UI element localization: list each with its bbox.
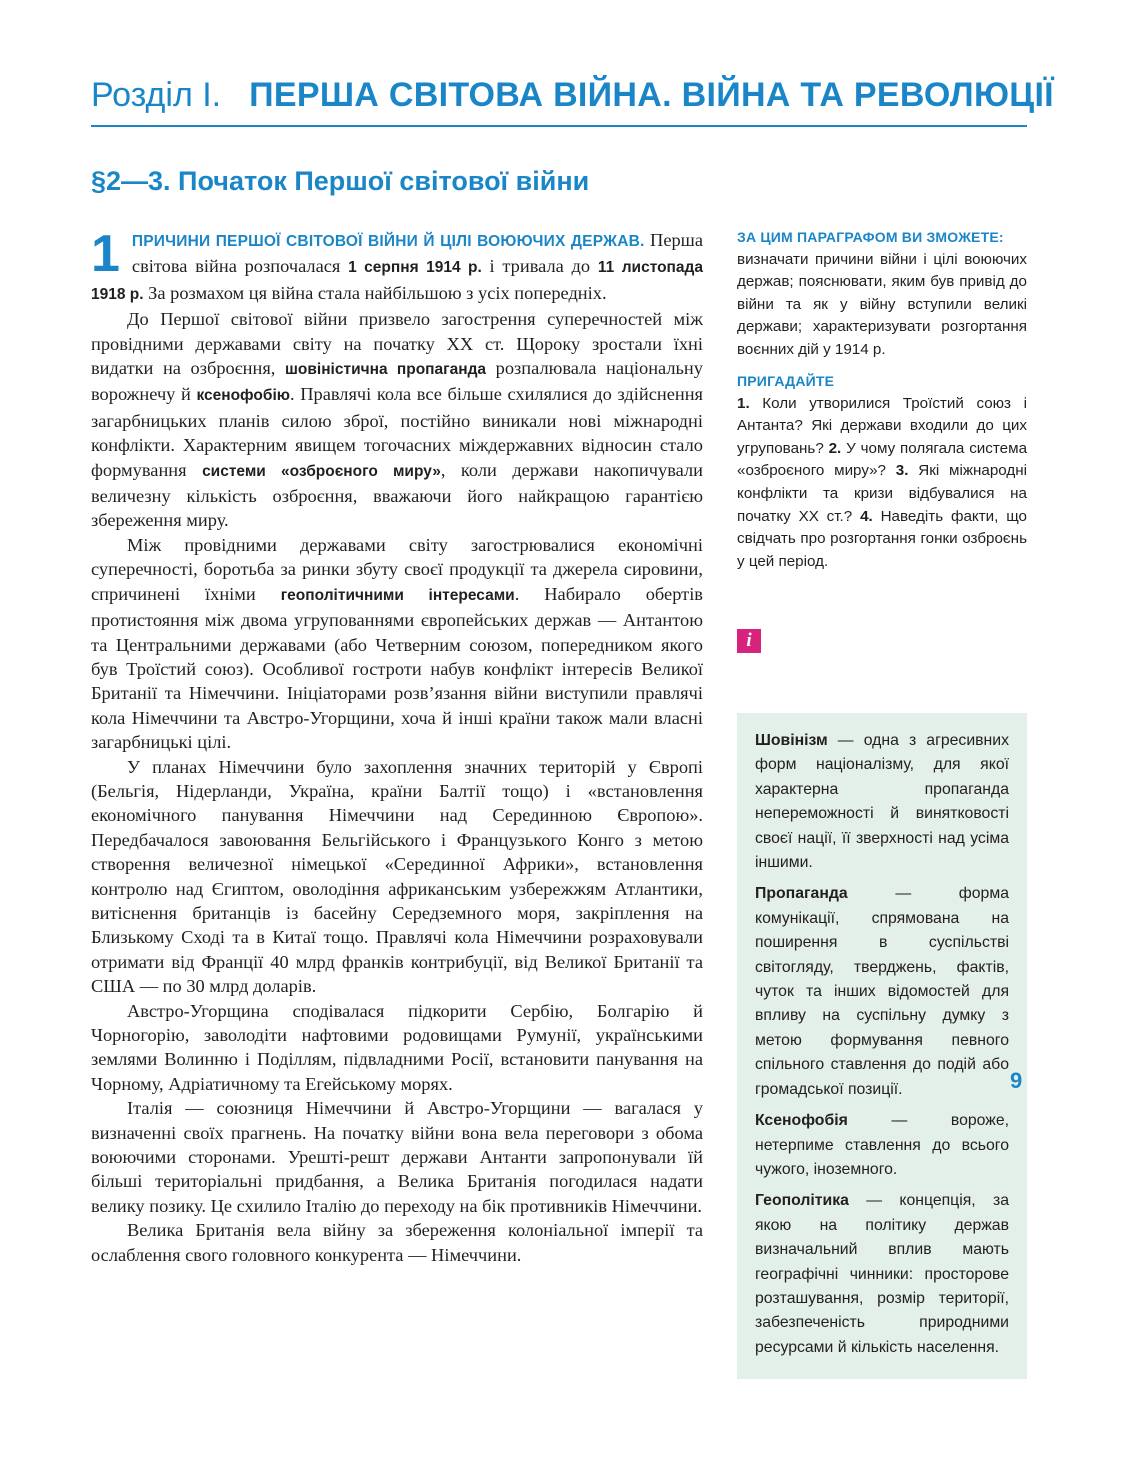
chapter-title: ПЕРША СВІТОВА ВІЙНА. ВІЙНА ТА РЕВОЛЮЦІЇ <box>249 76 1054 114</box>
page-number: 9 <box>1010 1068 1023 1093</box>
text-run: і тривала до <box>481 256 598 277</box>
glossary-entry <box>755 882 1009 1102</box>
term-geopolitical-interests: геополітичними інтересами <box>280 586 515 604</box>
glossary-definition: — концепція, за якою на політику держав визначальний вплив мають географічні чинники: просторове розташування, розмір території, забезпеченість природними ресурсами й кількість населення. <box>755 1192 1009 1356</box>
section-paragraph-5: Австро-Угорщина сподівалася підкорити Сербію, Болгарію й Чорногорію, заволодіти нафтовими родовищами Румунії, українськими землями Волинню і Поділлям, підвладними Росії, встановити панування на Чорному, Адріатичному та Егейському морях. <box>91 1000 703 1094</box>
section-paragraph-6: Італія — союзниця Німеччини й Австро-Угорщини — вагалася у визначенні своїх прагнень. На початку війни вона вела переговори з обома воюючими сторонами. Урешті-решт держави Антанти запропонували їй більші територіальні придбання, а Велика Британія погодилася надати велику позику. Це схилило Італію до переходу на бік противників Німеччини. <box>91 1098 703 1216</box>
text-run: . Набирало обертів протистояння між двома угрупованнями європейських держав — Антантою та Центральними державами (або Четверним союзом, попередником якого був Троїстий союз). Особливої гостроти набув конфлікт інтересів Великої Британії та Німеччини. Ініціаторами розв’язання війни виступили правлячі кола Німеччини та Австро-Угорщини, хоча й інші країни також мали власні загарбницькі цілі. <box>91 583 703 753</box>
glossary-term: Ксенофобія <box>755 1112 848 1130</box>
recall-box <box>737 370 1027 573</box>
glossary-term: Пропаганда <box>755 885 848 903</box>
glossary-entry <box>755 1109 1009 1182</box>
section-paragraph-2 <box>91 307 703 533</box>
info-icon: i <box>737 629 761 653</box>
section-number: 1 <box>91 225 120 283</box>
question-2: У чому полягала система «озброєного миру»? <box>737 439 1028 480</box>
question-3: Які міжнародні конфлікти та кризи відбувалися на початку ХХ ст.? <box>737 462 1028 525</box>
glossary-term: Геополітика <box>755 1192 849 1210</box>
goals-box <box>737 226 1027 362</box>
term-xenophobia: ксенофобію <box>196 387 291 405</box>
text-run: За розмахом ця війна стала найбільшою з усіх попередніх. <box>143 282 607 303</box>
section-heading: ПРИЧИНИ ПЕРШОЇ СВІТОВОЇ ВІЙНИ Й ЦІЛІ ВОЮЮЧИХ ДЕРЖАВ. <box>131 233 645 250</box>
section-paragraph-3 <box>91 533 703 755</box>
text-run: розпалювала національну ворожнечу й <box>91 358 703 405</box>
recall-questions <box>737 393 1027 574</box>
date-start: 1 серпня 1914 р. <box>348 259 482 277</box>
main-text <box>91 225 704 1267</box>
date-end: 11 листопада 1918 р. <box>91 259 703 303</box>
glossary-definition: — вороже, нетерпиме ставлення до всього чужого, іноземного. <box>755 1112 1009 1178</box>
text-run: , коли держави накопичували величезну кількість озброєння, вважаючи його найкращою гарантією збереження миру. <box>91 459 703 531</box>
glossary-definition: — форма комунікації, спрямована на поширення в суспільстві світогляду, тверджень, фактів, чуток та інших відомостей для впливу на суспільну думку з метою формування певного спільного ставлення до подій або громадської позиції. <box>755 885 1009 1098</box>
section-paragraph-1 <box>91 225 703 307</box>
question-number: 4. <box>860 507 873 525</box>
question-number: 3. <box>895 462 909 480</box>
question-number: 1. <box>737 394 750 412</box>
glossary-definition: — одна з агресивних форм націоналізму, для якої характерна пропаганда непереможності й винятковості своєї нації, її зверхності над усіма іншими. <box>755 732 1009 872</box>
glossary-entry <box>755 729 1009 875</box>
goals-heading: ЗА ЦИМ ПАРАГРАФОМ ВИ ЗМОЖЕТЕ: <box>737 229 1004 245</box>
question-1: Коли утворилися Троїстий союз і Антанта? Які держави входили до цих угруповань? <box>737 394 1027 457</box>
text-run: До Першої світової війни призвело загострення суперечностей між провідними державами світу на початку ХХ ст. Щороку зростали їхні видатки на озброєння, <box>91 309 703 379</box>
goals-text: визначати причини війни і цілі воюючих держав; пояснювати, яким був привід до війни та як у війну вступили великі держави; характеризувати розгортання воєнних дій у 1914 р. <box>737 250 1027 358</box>
header-rule <box>91 125 1027 127</box>
text-run: . Правлячі кола все більше схилялися до здійснення загарбницьких планів силою зброї, постійно виникали нові міжнародні конфлікти. Характерним явищем тогочасних міждержавних відносин стало формування <box>91 384 704 480</box>
question-number: 2. <box>828 439 842 457</box>
term-armed-peace: системи «озброєного миру» <box>202 462 441 480</box>
chapter-header <box>91 76 1054 115</box>
question-4: Наведіть факти, що свідчать про розгортання гонки озброєнь у цей період. <box>737 507 1027 570</box>
glossary-term: Шовінізм <box>755 732 828 749</box>
glossary-entry <box>755 1189 1009 1360</box>
term-chauvinist-propaganda: шовіністична пропаганда <box>284 361 487 379</box>
section-paragraph-7: Велика Британія вела війну за збереження колоніальної імперії та ослаблення свого головного конкурента — Німеччини. <box>91 1220 703 1265</box>
section-paragraph-4: У планах Німеччини було захоплення значних територій у Європі (Бельгія, Нідерланди, Україна, країни Балтії тощо) і «встановлення економічного панування Німеччини над Серединною Європою». Передбачалося завоювання Бельгійського і Французького Конго з метою створення величезної німецької «Серединної Африки», встановлення контролю над Єгиптом, оволодіння африканським узбережжям Атлантики, витіснення британців із басейну Середземного моря, закріплення на Близькому Сході та в Китаї тощо. Правлячі кола Німеччини розраховували отримати від Франції 40 млрд франків контрибуції, від Великої Британії та США — по 30 млрд доларів. <box>91 756 703 997</box>
glossary-box <box>737 713 1027 1379</box>
paragraph-title: §2—3. Початок Першої світової війни <box>91 166 590 196</box>
text-run: Перша світова війна розпочалася <box>131 230 703 277</box>
glossary-list <box>755 729 1009 1367</box>
text-run: Між провідними державами світу загострювалися економічні суперечності, боротьба за ринки збуту своєї продукції та джерела сировини, спричинені їхніми <box>91 534 703 604</box>
recall-heading: ПРИГАДАЙТЕ <box>737 373 835 389</box>
chapter-part: Розділ І. <box>91 76 222 114</box>
